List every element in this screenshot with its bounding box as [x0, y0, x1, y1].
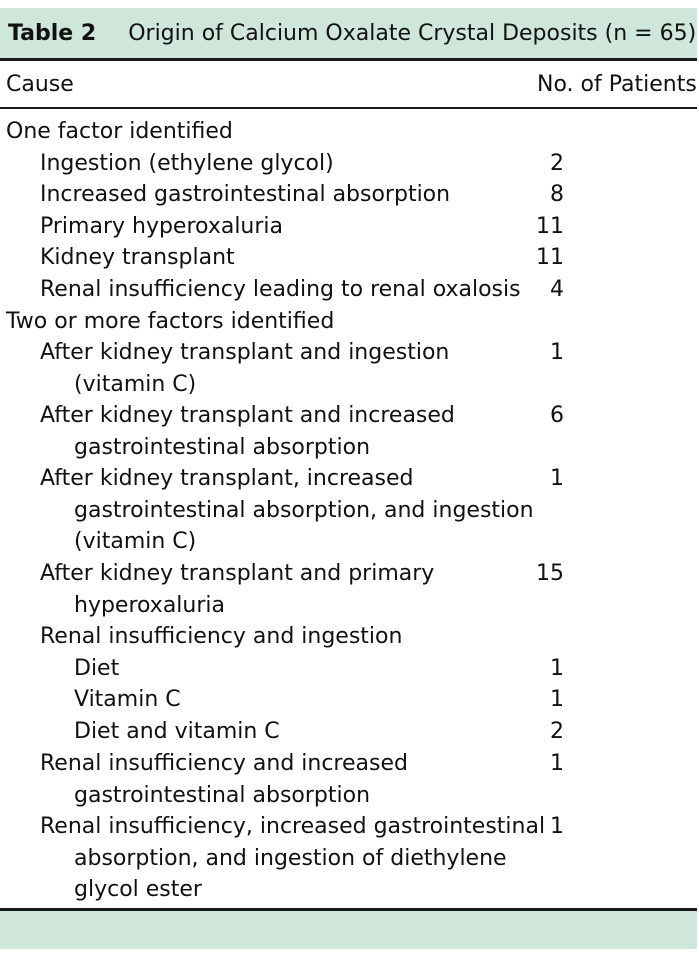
column-header-count: No. of Patients: [537, 72, 697, 97]
row-cause: [6, 306, 334, 338]
row-cause-line: (vitamin C): [74, 529, 197, 554]
row-cause-line: Increased gastrointestinal absorption: [40, 182, 451, 207]
row-cause: [40, 463, 534, 558]
row-cause: [6, 116, 233, 148]
row-cause: [74, 653, 119, 685]
row-cause-line: Two or more factors identified: [6, 309, 335, 334]
row-cause-line: gastrointestinal absorption: [74, 434, 371, 460]
table-title: Origin of Calcium Oxalate Crystal Deposits (n = 65): [128, 20, 697, 46]
table-footer-bar: [0, 911, 697, 949]
row-cause: [40, 148, 334, 180]
header-rule: [0, 107, 697, 109]
row-count: 1: [550, 340, 564, 365]
row-cause: [40, 337, 449, 400]
row-cause-line: Renal insufficiency and increased: [40, 751, 408, 776]
row-cause-line: Diet and vitamin C: [74, 719, 280, 744]
row-cause-line: Renal insufficiency, increased gastrointestinal: [40, 814, 546, 839]
row-cause: [40, 400, 455, 463]
top-rule: [0, 58, 697, 61]
row-cause-line: glycol ester: [74, 877, 202, 902]
row-cause-line: Renal insufficiency and ingestion: [40, 624, 403, 649]
row-cause-line: After kidney transplant and increased: [40, 403, 455, 428]
row-cause: [40, 748, 408, 811]
row-cause-line: After kidney transplant and primary: [40, 561, 435, 586]
row-cause-line: Ingestion (ethylene glycol): [40, 151, 334, 176]
table-title-bar: [0, 8, 697, 58]
row-count: 1: [550, 656, 564, 681]
row-cause: [40, 811, 545, 906]
row-count: 1: [550, 466, 564, 491]
row-cause-line: Vitamin C: [74, 687, 181, 712]
row-count: 1: [550, 687, 564, 712]
row-count: 6: [550, 403, 564, 428]
row-cause-line: (vitamin C): [74, 371, 197, 397]
row-cause-line: hyperoxaluria: [74, 592, 226, 618]
row-cause-line: One factor identified: [6, 119, 233, 144]
row-cause: [40, 621, 402, 653]
row-cause-line: After kidney transplant and ingestion: [40, 340, 450, 365]
row-cause-line: Renal insufficiency leading to renal oxalosis: [40, 277, 521, 302]
row-count: 8: [550, 182, 564, 207]
table-header: [0, 72, 697, 104]
row-cause: [40, 179, 450, 211]
row-count: 11: [536, 214, 564, 239]
row-cause-line: gastrointestinal absorption: [74, 782, 371, 808]
row-cause: [74, 716, 280, 748]
row-count: 4: [550, 277, 564, 302]
row-count: 15: [536, 561, 564, 586]
row-cause-line: gastrointestinal absorption, and ingestion: [74, 497, 534, 523]
row-cause-line: Primary hyperoxaluria: [40, 214, 284, 239]
row-cause: [40, 558, 434, 621]
row-cause: [74, 684, 181, 716]
row-cause-line: Diet: [74, 656, 120, 681]
row-cause: [40, 211, 283, 243]
row-count: 2: [550, 151, 564, 176]
row-cause-line: After kidney transplant, increased: [40, 466, 414, 491]
row-cause: [40, 242, 235, 274]
row-cause: [40, 274, 521, 306]
row-cause-line: Kidney transplant: [40, 245, 235, 270]
table-label: Table 2: [8, 20, 97, 46]
row-cause-line: absorption, and ingestion of diethylene: [74, 845, 507, 871]
column-header-cause: Cause: [6, 72, 74, 97]
row-count: 1: [550, 751, 564, 776]
row-count: 1: [550, 814, 564, 839]
row-count: 11: [536, 245, 564, 270]
row-count: 2: [550, 719, 564, 744]
